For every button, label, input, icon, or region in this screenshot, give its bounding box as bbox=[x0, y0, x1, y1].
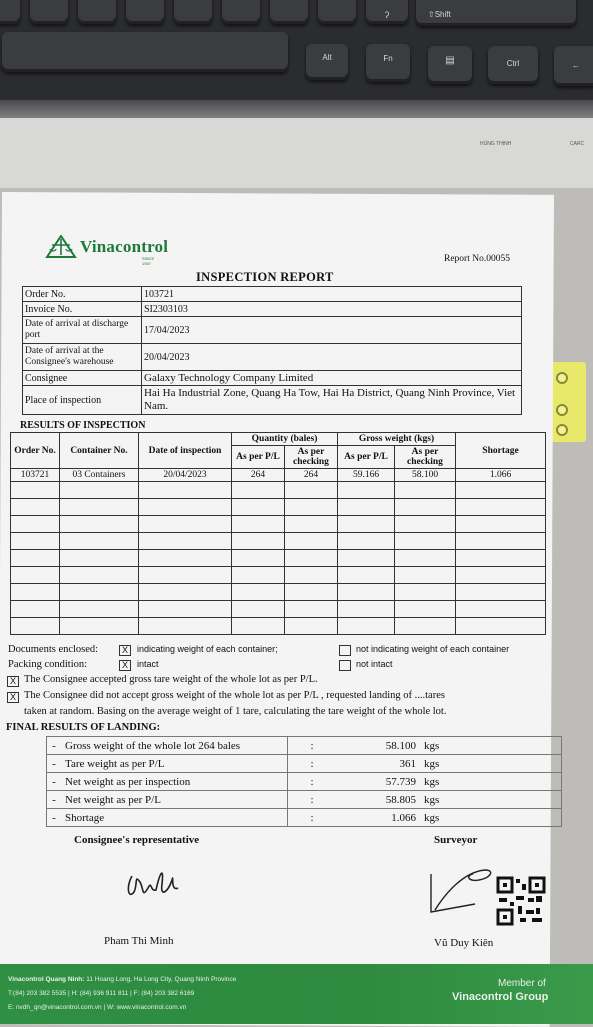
dash: - bbox=[47, 809, 62, 827]
table-row bbox=[11, 567, 546, 584]
footer bbox=[0, 964, 593, 1024]
table-row bbox=[11, 601, 546, 618]
spacebar-key bbox=[2, 32, 288, 72]
final-results-table bbox=[46, 736, 562, 827]
documents-enclosed-label: Documents enclosed: bbox=[8, 644, 99, 655]
col-gw-pl: As per P/L bbox=[338, 446, 395, 469]
checkbox-indicating-weight: X bbox=[119, 645, 131, 656]
company-since: SINCE 1957 bbox=[142, 256, 155, 266]
table-row bbox=[11, 516, 546, 533]
table-row bbox=[11, 533, 546, 550]
key: ʔ bbox=[366, 0, 408, 24]
option-intact: intact bbox=[137, 659, 159, 669]
background-sheet bbox=[0, 118, 593, 188]
cell-order: 103721 bbox=[11, 469, 60, 482]
colon: : bbox=[288, 755, 337, 773]
consignee-rep-title: Consignee's representative bbox=[74, 834, 200, 846]
footer-address-text: 11 Hoang Long, Ha Long City, Quang Ninh Province bbox=[84, 976, 237, 983]
consignee-signature bbox=[120, 862, 190, 912]
table-row bbox=[11, 584, 546, 601]
footer-phone: T:(84) 203 382 5535 | H: (84) 936 911 811 | F: (84) 203 382 6169 bbox=[8, 990, 195, 997]
qr-code-icon bbox=[496, 876, 546, 926]
statement-not-accepted: The Consignee did not accept gross weight of the whole lot as per P/L , requested landing of ....tares bbox=[24, 690, 445, 701]
key bbox=[222, 0, 260, 24]
key bbox=[30, 0, 68, 24]
col-date: Date of inspection bbox=[139, 433, 232, 469]
alt-key: Alt bbox=[306, 44, 348, 80]
final-unit: kgs bbox=[420, 737, 562, 755]
order-info-table bbox=[22, 286, 522, 415]
scale-icon bbox=[44, 235, 78, 259]
colon: : bbox=[288, 791, 337, 809]
final-value: 361 bbox=[336, 755, 420, 773]
final-label: Shortage bbox=[61, 809, 288, 827]
final-label: Net weight as per P/L bbox=[61, 791, 288, 809]
consignee-value: Galaxy Technology Company Limited bbox=[142, 371, 522, 386]
cell-qty-pl: 264 bbox=[232, 469, 285, 482]
col-qty-check: As per checking bbox=[285, 446, 338, 469]
surveyor-name: Vũ Duy Kiên bbox=[434, 937, 494, 949]
col-shortage: Shortage bbox=[456, 433, 546, 469]
back-sheet-label: CARC bbox=[570, 141, 585, 147]
cell-gw-check: 58.100 bbox=[395, 469, 456, 482]
option-not-indicating-weight: not indicating weight of each container bbox=[356, 644, 510, 654]
order-no-label: Order No. bbox=[23, 287, 142, 302]
final-label: Net weight as per inspection bbox=[61, 773, 288, 791]
place-label: Place of inspection bbox=[23, 386, 142, 415]
cell-gw-pl: 59.166 bbox=[338, 469, 395, 482]
keyboard bbox=[0, 0, 593, 112]
colon: : bbox=[288, 809, 337, 827]
table-row bbox=[11, 482, 546, 499]
ctrl-key: Ctrl bbox=[488, 46, 538, 84]
table-row bbox=[11, 618, 546, 635]
company-logo bbox=[44, 235, 169, 266]
place-value: Hai Ha Industrial Zone, Quang Ha Tow, Hai Ha District, Quang Ninh Province, Viet Nam. bbox=[142, 386, 522, 415]
table-row bbox=[23, 371, 522, 386]
footer-branch: Vinacontrol Quang Ninh: bbox=[8, 976, 85, 983]
results-section-title: RESULTS OF INSPECTION bbox=[20, 420, 146, 431]
final-value: 1.066 bbox=[336, 809, 420, 827]
table-row bbox=[47, 809, 562, 827]
arrow-left-key: ← bbox=[554, 46, 593, 86]
colon: : bbox=[288, 773, 337, 791]
key bbox=[0, 0, 20, 24]
checkbox-intact: X bbox=[119, 660, 131, 671]
footer-email: E: nvdh_qn@vinacontrol.com.vn | W: www.vinacontrol.com.vn bbox=[8, 1004, 187, 1011]
statement-accepted: The Consignee accepted gross tare weight of the whole lot as per P/L. bbox=[24, 674, 318, 685]
col-quantity: Quantity (bales) bbox=[232, 433, 338, 446]
arrival-warehouse-label: Date of arrival at the Consignee's warehouse bbox=[23, 344, 142, 371]
arrival-warehouse-value: 20/04/2023 bbox=[142, 344, 522, 371]
results-table bbox=[10, 432, 546, 635]
checkbox-accepted: X bbox=[7, 676, 19, 687]
final-value: 58.805 bbox=[336, 791, 420, 809]
consignee-label: Consignee bbox=[23, 371, 142, 386]
cell-shortage: 1.066 bbox=[456, 469, 546, 482]
col-order-no: Order No. bbox=[11, 433, 60, 469]
shift-key: ⇧Shift bbox=[416, 0, 576, 26]
ring-icon bbox=[556, 424, 568, 436]
cell-date: 20/04/2023 bbox=[139, 469, 232, 482]
dash: - bbox=[47, 791, 62, 809]
final-value: 58.100 bbox=[336, 737, 420, 755]
final-unit: kgs bbox=[420, 791, 562, 809]
key bbox=[126, 0, 164, 24]
col-container-no: Container No. bbox=[60, 433, 139, 469]
final-unit: kgs bbox=[420, 755, 562, 773]
report-number: Report No.00055 bbox=[444, 254, 510, 264]
footer-member: Member of bbox=[498, 978, 546, 989]
final-label: Tare weight as per P/L bbox=[61, 755, 288, 773]
final-label: Gross weight of the whole lot 264 bales bbox=[61, 737, 288, 755]
table-row bbox=[11, 499, 546, 516]
arrival-port-label: Date of arrival at discharge port bbox=[23, 317, 142, 344]
menu-key: ▤ bbox=[428, 46, 472, 84]
checkbox-not-intact bbox=[339, 660, 351, 671]
table-header-row bbox=[11, 433, 546, 446]
final-value: 57.739 bbox=[336, 773, 420, 791]
table-row bbox=[23, 287, 522, 302]
key bbox=[318, 0, 356, 24]
table-row bbox=[23, 317, 522, 344]
fn-key: Fn bbox=[366, 44, 410, 82]
ring-icon bbox=[556, 404, 568, 416]
col-gross-weight: Gross weight (kgs) bbox=[338, 433, 456, 446]
invoice-value: SI2303103 bbox=[142, 302, 522, 317]
table-row bbox=[47, 737, 562, 755]
option-not-intact: not intact bbox=[356, 659, 393, 669]
table-row bbox=[23, 302, 522, 317]
dash: - bbox=[47, 755, 62, 773]
statement-not-accepted-cont: taken at random. Basing on the average weight of 1 tare, calculating the tare weight of the whole lot. bbox=[24, 706, 447, 717]
cell-container: 03 Containers bbox=[60, 469, 139, 482]
key bbox=[270, 0, 308, 24]
ring-icon bbox=[556, 372, 568, 384]
checkbox-not-accepted: X bbox=[7, 692, 19, 703]
company-name: Vinacontrol bbox=[80, 237, 169, 256]
order-no-value: 103721 bbox=[142, 287, 522, 302]
dash: - bbox=[47, 773, 62, 791]
packing-condition-label: Packing condition: bbox=[8, 659, 88, 670]
final-results-title: FINAL RESULTS OF LANDING: bbox=[6, 722, 161, 733]
surveyor-signature bbox=[425, 864, 500, 922]
option-indicating-weight: indicating weight of each container; bbox=[137, 644, 278, 654]
colon: : bbox=[288, 737, 337, 755]
col-gw-check: As per checking bbox=[395, 446, 456, 469]
invoice-label: Invoice No. bbox=[23, 302, 142, 317]
key bbox=[78, 0, 116, 24]
checkbox-not-indicating-weight bbox=[339, 645, 351, 656]
footer-address bbox=[8, 976, 236, 983]
table-row bbox=[47, 755, 562, 773]
dash: - bbox=[47, 737, 62, 755]
table-row bbox=[23, 386, 522, 415]
report-title: INSPECTION REPORT bbox=[196, 270, 334, 284]
back-sheet-label: HÙNG THỊNH bbox=[480, 141, 512, 147]
col-qty-pl: As per P/L bbox=[232, 446, 285, 469]
table-row bbox=[23, 344, 522, 371]
surveyor-title: Surveyor bbox=[434, 834, 478, 846]
consignee-rep-name: Pham Thi Minh bbox=[104, 935, 174, 947]
table-row bbox=[47, 773, 562, 791]
key bbox=[174, 0, 212, 24]
final-unit: kgs bbox=[420, 773, 562, 791]
final-unit: kgs bbox=[420, 809, 562, 827]
arrival-port-value: 17/04/2023 bbox=[142, 317, 522, 344]
footer-group: Vinacontrol Group bbox=[452, 991, 549, 1003]
table-row bbox=[47, 791, 562, 809]
cell-qty-check: 264 bbox=[285, 469, 338, 482]
table-row bbox=[11, 469, 546, 482]
table-row bbox=[11, 550, 546, 567]
